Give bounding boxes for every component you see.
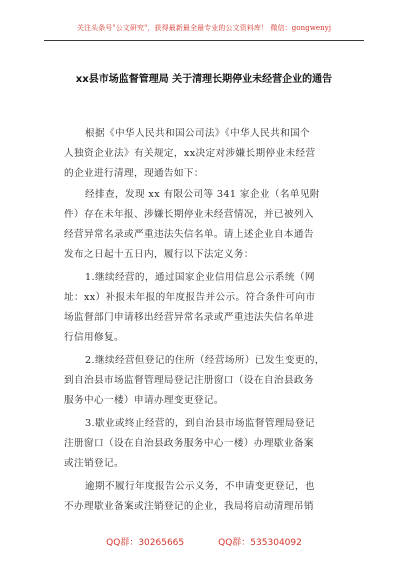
body-line: 根据《中华人民共和国公司法》《中华人民共和国个 <box>85 128 311 139</box>
body-line: 服务中心一楼）申请办理变更登记。 <box>64 395 224 406</box>
footer-qq-group-label: QQ群：535304092 <box>218 538 302 548</box>
body-line: 经营异常名录或严重违法失信名单。请上述企业自本通告 <box>64 229 314 240</box>
body-line: 人独资企业法》有关规定，xx决定对涉嫌长期停业未经营 <box>64 148 316 159</box>
body-line: 发布之日起十五日内，履行以下法定义务： <box>64 249 254 260</box>
body-line: 3.歇业或终止经营的，到自治县市场监督管理局登记 <box>85 418 315 429</box>
body-line: 件）存在未年报、涉嫌长期停业未经营情况，并已被列入 <box>64 209 314 220</box>
body-line: 1.继续经营的，通过国家企业信用信息公示系统（网 <box>85 272 315 283</box>
header-promo-note: 关注头条号"公文研究"，获得最新最全最专业的公文资料库！ 微信：gongwenyj <box>76 24 332 32</box>
body-line: 的企业进行清理，现通告如下： <box>64 168 204 179</box>
body-line: 场监督部门申请移出经营异常名录或严重违法失信名单进 <box>64 312 314 323</box>
footer-contact <box>0 535 408 548</box>
document-title: xx县市场监督管理局 关于清理长期停业未经营企业的通告 <box>75 74 333 85</box>
body-line: 不办理歇业备案或注销登记的企业，我局将启动清理吊销 <box>64 501 314 512</box>
body-line: 行信用修复。 <box>64 332 124 343</box>
body-line: 2.继续经营但登记的住所（经营场所）已发生变更的， <box>85 355 325 366</box>
body-line: 或注销登记。 <box>64 458 124 469</box>
body-line: 到自治县市场监督管理局登记注册窗口（设在自治县政务 <box>64 375 314 386</box>
header-divider <box>44 40 364 41</box>
body-line: 逾期不履行年度报告公示义务，不申请变更登记，也 <box>85 481 315 492</box>
body-line: 注册窗口（设在自治县政务服务中心一楼）办理歇业备案 <box>64 438 314 449</box>
body-line: 经排查，发现 xx 有限公司等 341 家企业（名单见附 <box>85 189 320 200</box>
footer-qq-label: QQ群：30265665 <box>106 538 185 548</box>
body-line: 址：xx）补报未年报的年度报告并公示。符合条件可向市 <box>64 292 316 303</box>
